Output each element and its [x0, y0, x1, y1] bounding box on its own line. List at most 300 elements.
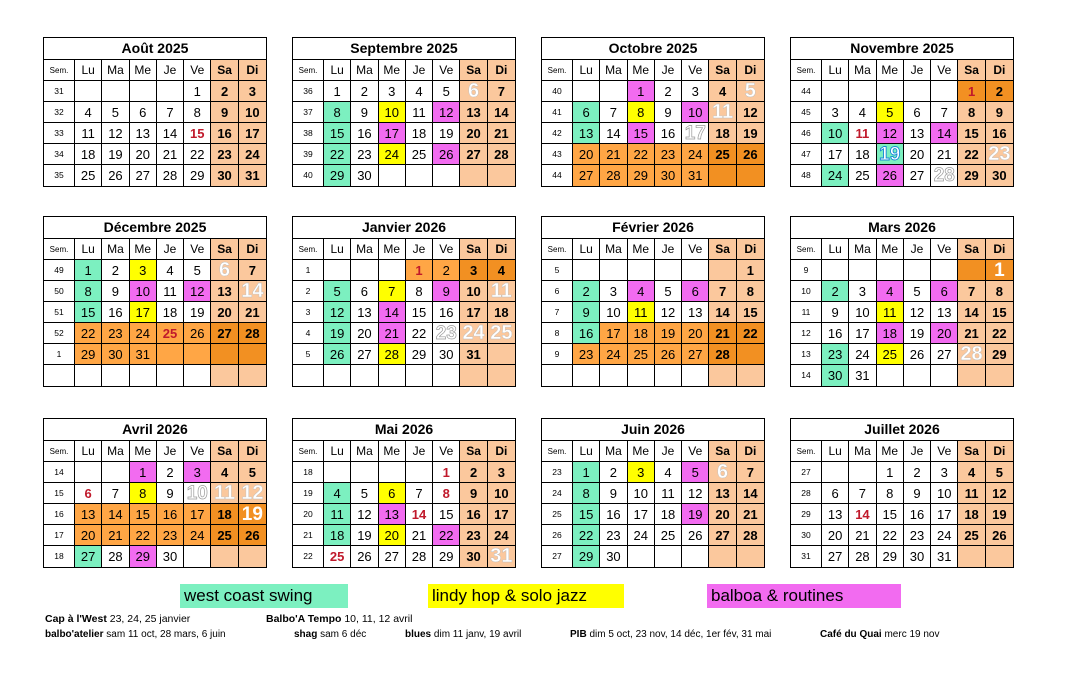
week-number: 3 — [293, 302, 324, 323]
day-cell: 7 — [102, 483, 129, 504]
day-cell: 5 — [433, 81, 460, 102]
day-cell: 17 — [460, 302, 487, 323]
day-cell: 25 — [488, 323, 515, 344]
day-cell: 15 — [737, 302, 764, 323]
week-number: 1 — [293, 260, 324, 281]
day-cell: 4 — [157, 260, 184, 281]
day-cell: 19 — [877, 144, 904, 165]
day-cell: 23 — [460, 525, 487, 546]
day-cell: 30 — [655, 165, 682, 186]
week-number: 5 — [293, 344, 324, 365]
day-cell: 30 — [157, 546, 184, 567]
day-cell: 11 — [628, 302, 655, 323]
day-cell: 19 — [986, 504, 1013, 525]
day-cell: 18 — [958, 504, 985, 525]
day-cell — [130, 81, 157, 102]
day-cell: 10 — [682, 102, 709, 123]
day-cell — [406, 462, 433, 483]
day-cell: 9 — [822, 302, 849, 323]
day-cell: 25 — [211, 525, 238, 546]
day-cell: 4 — [628, 281, 655, 302]
weekday-header: Lu — [822, 441, 849, 462]
month-calendar — [292, 418, 516, 568]
weekday-header: Lu — [75, 60, 102, 81]
weekday-header: Je — [904, 441, 931, 462]
month-grid — [44, 60, 266, 186]
day-cell: 5 — [324, 281, 351, 302]
day-cell — [573, 260, 600, 281]
week-number: 2 — [293, 281, 324, 302]
week-number: 46 — [791, 123, 822, 144]
day-cell: 3 — [239, 81, 266, 102]
day-cell: 22 — [184, 144, 211, 165]
day-cell: 2 — [986, 81, 1013, 102]
day-cell: 16 — [351, 123, 378, 144]
day-cell: 12 — [655, 302, 682, 323]
day-cell — [877, 81, 904, 102]
month-grid — [542, 239, 764, 386]
day-cell: 21 — [849, 525, 876, 546]
day-cell: 1 — [958, 81, 985, 102]
weekday-header: Ma — [351, 441, 378, 462]
weekday-header: Ve — [433, 60, 460, 81]
day-cell — [958, 260, 985, 281]
week-number: 5 — [542, 260, 573, 281]
day-cell — [737, 546, 764, 567]
day-cell: 24 — [379, 144, 406, 165]
day-cell: 11 — [849, 123, 876, 144]
day-cell: 21 — [737, 504, 764, 525]
day-cell: 11 — [406, 102, 433, 123]
week-number: 38 — [293, 123, 324, 144]
note-shag — [294, 629, 366, 640]
day-cell: 6 — [75, 483, 102, 504]
day-cell: 28 — [406, 546, 433, 567]
day-cell: 17 — [849, 323, 876, 344]
month-calendar — [790, 37, 1014, 187]
day-cell: 13 — [904, 123, 931, 144]
day-cell: 12 — [239, 483, 266, 504]
day-cell: 3 — [822, 102, 849, 123]
note-dates: 10, 11, 12 avril — [344, 613, 413, 625]
day-cell: 11 — [655, 483, 682, 504]
day-cell: 19 — [324, 323, 351, 344]
day-cell: 28 — [157, 165, 184, 186]
day-cell: 25 — [849, 165, 876, 186]
month-title: Juillet 2026 — [791, 419, 1013, 441]
day-cell: 8 — [628, 102, 655, 123]
day-cell — [102, 81, 129, 102]
weekday-header: Lu — [573, 60, 600, 81]
day-cell: 1 — [75, 260, 102, 281]
day-cell: 30 — [351, 165, 378, 186]
weekday-header: Ve — [184, 441, 211, 462]
week-number: 29 — [791, 504, 822, 525]
month-calendar — [43, 216, 267, 387]
weekday-header: Di — [737, 239, 764, 260]
day-cell: 5 — [682, 462, 709, 483]
day-cell: 21 — [958, 323, 985, 344]
month-calendar — [541, 37, 765, 187]
weekday-header: Ma — [102, 60, 129, 81]
day-cell: 5 — [102, 102, 129, 123]
day-cell — [488, 365, 515, 386]
day-cell: 3 — [849, 281, 876, 302]
day-cell: 10 — [628, 483, 655, 504]
week-number: 31 — [791, 546, 822, 567]
weekday-header: Di — [986, 441, 1013, 462]
weekday-header: Ma — [351, 239, 378, 260]
weekday-header: Lu — [324, 60, 351, 81]
day-cell — [822, 260, 849, 281]
note-dates: sam 6 déc — [320, 629, 367, 640]
day-cell: 19 — [904, 323, 931, 344]
day-cell: 27 — [822, 546, 849, 567]
day-cell: 14 — [849, 504, 876, 525]
day-cell: 21 — [379, 323, 406, 344]
day-cell: 3 — [184, 462, 211, 483]
day-cell: 30 — [211, 165, 238, 186]
month-grid — [542, 60, 764, 186]
day-cell: 17 — [239, 123, 266, 144]
day-cell: 16 — [986, 123, 1013, 144]
note-cap-a-l-west — [45, 613, 190, 625]
day-cell: 7 — [737, 462, 764, 483]
week-number: 33 — [44, 123, 75, 144]
day-cell: 7 — [709, 281, 736, 302]
day-cell: 23 — [433, 323, 460, 344]
weekday-header: Je — [157, 60, 184, 81]
day-cell: 8 — [573, 483, 600, 504]
day-cell: 5 — [239, 462, 266, 483]
day-cell: 8 — [958, 102, 985, 123]
week-number: 37 — [293, 102, 324, 123]
day-cell: 26 — [904, 344, 931, 365]
weekday-header: Di — [239, 239, 266, 260]
day-cell: 20 — [379, 525, 406, 546]
day-cell: 18 — [628, 323, 655, 344]
day-cell — [379, 165, 406, 186]
day-cell: 1 — [406, 260, 433, 281]
day-cell: 11 — [709, 102, 736, 123]
day-cell: 31 — [488, 546, 515, 567]
month-title: Mars 2026 — [791, 217, 1013, 239]
day-cell: 3 — [379, 81, 406, 102]
day-cell — [157, 344, 184, 365]
day-cell: 21 — [157, 144, 184, 165]
day-cell: 27 — [460, 144, 487, 165]
day-cell: 5 — [184, 260, 211, 281]
week-number: 52 — [44, 323, 75, 344]
day-cell — [433, 365, 460, 386]
day-cell: 16 — [460, 504, 487, 525]
month-grid — [293, 239, 515, 386]
day-cell: 23 — [904, 525, 931, 546]
note-dates: sam 11 oct, 28 mars, 6 juin — [106, 629, 226, 640]
month-calendar — [541, 418, 765, 568]
day-cell — [324, 365, 351, 386]
note-balbo-tempo — [266, 613, 412, 625]
note-name: blues — [405, 629, 432, 640]
day-cell: 28 — [931, 165, 958, 186]
day-cell — [931, 260, 958, 281]
day-cell: 7 — [379, 281, 406, 302]
day-cell: 21 — [239, 302, 266, 323]
day-cell: 6 — [460, 81, 487, 102]
day-cell: 27 — [351, 344, 378, 365]
day-cell: 24 — [682, 144, 709, 165]
day-cell — [239, 344, 266, 365]
day-cell: 15 — [958, 123, 985, 144]
day-cell: 1 — [573, 462, 600, 483]
day-cell: 30 — [600, 546, 627, 567]
day-cell: 13 — [75, 504, 102, 525]
day-cell: 12 — [184, 281, 211, 302]
day-cell: 18 — [324, 525, 351, 546]
day-cell — [849, 260, 876, 281]
day-cell: 2 — [433, 260, 460, 281]
weekday-header: Di — [488, 239, 515, 260]
day-cell: 11 — [157, 281, 184, 302]
day-cell: 13 — [709, 483, 736, 504]
day-cell: 11 — [958, 483, 985, 504]
day-cell — [351, 260, 378, 281]
day-cell: 4 — [655, 462, 682, 483]
day-cell: 21 — [600, 144, 627, 165]
day-cell: 9 — [102, 281, 129, 302]
day-cell: 26 — [737, 144, 764, 165]
week-number: 28 — [791, 483, 822, 504]
day-cell: 30 — [822, 365, 849, 386]
day-cell: 29 — [184, 165, 211, 186]
day-cell: 6 — [573, 102, 600, 123]
month-title: Juin 2026 — [542, 419, 764, 441]
legend-lindy: lindy hop & solo jazz — [428, 584, 624, 608]
day-cell — [904, 81, 931, 102]
day-cell: 14 — [709, 302, 736, 323]
day-cell: 1 — [877, 462, 904, 483]
day-cell: 26 — [102, 165, 129, 186]
week-number: 4 — [293, 323, 324, 344]
weekday-header: Ve — [184, 60, 211, 81]
weekday-header: Ma — [600, 239, 627, 260]
day-cell — [655, 546, 682, 567]
day-cell: 28 — [600, 165, 627, 186]
weekday-header: Sa — [958, 60, 985, 81]
day-cell: 20 — [709, 504, 736, 525]
note-dates: 23, 24, 25 janvier — [109, 613, 191, 625]
day-cell: 13 — [682, 302, 709, 323]
day-cell: 20 — [904, 144, 931, 165]
month-grid — [293, 441, 515, 567]
day-cell — [157, 365, 184, 386]
day-cell: 15 — [986, 302, 1013, 323]
day-cell — [324, 260, 351, 281]
week-number: 49 — [44, 260, 75, 281]
day-cell: 16 — [904, 504, 931, 525]
weekday-header: Ma — [849, 441, 876, 462]
month-title: Octobre 2025 — [542, 38, 764, 60]
day-cell: 8 — [986, 281, 1013, 302]
day-cell: 6 — [211, 260, 238, 281]
day-cell — [157, 81, 184, 102]
day-cell — [573, 365, 600, 386]
day-cell — [211, 546, 238, 567]
day-cell: 15 — [130, 504, 157, 525]
weekday-header: Ma — [102, 441, 129, 462]
note-name: Cap à l'West — [45, 613, 107, 625]
day-cell: 1 — [628, 81, 655, 102]
day-cell: 19 — [737, 123, 764, 144]
day-cell: 1 — [184, 81, 211, 102]
day-cell: 10 — [130, 281, 157, 302]
week-number: 24 — [542, 483, 573, 504]
day-cell: 26 — [986, 525, 1013, 546]
day-cell: 1 — [324, 81, 351, 102]
week-number: 14 — [44, 462, 75, 483]
day-cell: 14 — [600, 123, 627, 144]
day-cell: 8 — [877, 483, 904, 504]
day-cell: 25 — [877, 344, 904, 365]
day-cell: 26 — [351, 546, 378, 567]
day-cell: 31 — [849, 365, 876, 386]
week-number: 27 — [542, 546, 573, 567]
day-cell: 5 — [877, 102, 904, 123]
week-header: Sem. — [791, 441, 822, 462]
week-number: 25 — [542, 504, 573, 525]
day-cell: 8 — [406, 281, 433, 302]
weekday-header: Di — [737, 441, 764, 462]
day-cell: 22 — [573, 525, 600, 546]
day-cell: 29 — [324, 165, 351, 186]
day-cell: 29 — [130, 546, 157, 567]
day-cell: 27 — [211, 323, 238, 344]
day-cell: 18 — [488, 302, 515, 323]
week-number: 30 — [791, 525, 822, 546]
weekday-header: Me — [130, 239, 157, 260]
month-grid — [791, 441, 1013, 567]
day-cell: 28 — [488, 144, 515, 165]
day-cell: 25 — [628, 344, 655, 365]
day-cell: 29 — [986, 344, 1013, 365]
weekday-header: Sa — [958, 239, 985, 260]
day-cell: 26 — [239, 525, 266, 546]
month-title: Novembre 2025 — [791, 38, 1013, 60]
day-cell: 4 — [958, 462, 985, 483]
day-cell: 14 — [958, 302, 985, 323]
month-calendar — [292, 216, 516, 387]
day-cell: 11 — [75, 123, 102, 144]
weekday-header: Ve — [682, 441, 709, 462]
day-cell — [239, 546, 266, 567]
day-cell: 18 — [211, 504, 238, 525]
weekday-header: Ve — [433, 441, 460, 462]
day-cell: 7 — [239, 260, 266, 281]
day-cell: 25 — [406, 144, 433, 165]
week-number: 43 — [542, 144, 573, 165]
day-cell: 30 — [986, 165, 1013, 186]
note-dates: dim 11 janv, 19 avril — [433, 629, 522, 640]
day-cell: 18 — [849, 144, 876, 165]
day-cell — [628, 365, 655, 386]
day-cell: 20 — [75, 525, 102, 546]
day-cell — [682, 546, 709, 567]
day-cell: 2 — [655, 81, 682, 102]
day-cell: 6 — [351, 281, 378, 302]
day-cell: 3 — [682, 81, 709, 102]
day-cell: 7 — [406, 483, 433, 504]
day-cell: 19 — [239, 504, 266, 525]
week-number: 35 — [44, 165, 75, 186]
weekday-header: Je — [655, 239, 682, 260]
day-cell: 22 — [737, 323, 764, 344]
day-cell: 8 — [324, 102, 351, 123]
day-cell: 28 — [709, 344, 736, 365]
week-number — [293, 365, 324, 386]
weekday-header: Me — [877, 239, 904, 260]
week-header: Sem. — [542, 441, 573, 462]
weekday-header: Sa — [709, 441, 736, 462]
day-cell: 26 — [682, 525, 709, 546]
weekday-header: Ma — [102, 239, 129, 260]
weekday-header: Je — [655, 60, 682, 81]
day-cell: 10 — [379, 102, 406, 123]
day-cell: 12 — [102, 123, 129, 144]
day-cell: 26 — [433, 144, 460, 165]
day-cell: 24 — [600, 344, 627, 365]
day-cell: 2 — [904, 462, 931, 483]
day-cell: 24 — [849, 344, 876, 365]
weekday-header: Di — [737, 60, 764, 81]
day-cell: 21 — [102, 525, 129, 546]
day-cell: 28 — [239, 323, 266, 344]
day-cell: 2 — [102, 260, 129, 281]
day-cell: 1 — [737, 260, 764, 281]
week-header: Sem. — [791, 239, 822, 260]
day-cell: 6 — [682, 281, 709, 302]
day-cell: 29 — [406, 344, 433, 365]
day-cell: 24 — [628, 525, 655, 546]
week-number: 50 — [44, 281, 75, 302]
day-cell: 5 — [655, 281, 682, 302]
day-cell: 7 — [849, 483, 876, 504]
day-cell: 22 — [958, 144, 985, 165]
week-header: Sem. — [44, 441, 75, 462]
day-cell: 11 — [324, 504, 351, 525]
day-cell: 27 — [904, 165, 931, 186]
weekday-header: Sa — [709, 60, 736, 81]
day-cell: 26 — [655, 344, 682, 365]
month-title: Décembre 2025 — [44, 217, 266, 239]
day-cell — [460, 365, 487, 386]
day-cell: 31 — [130, 344, 157, 365]
day-cell: 26 — [877, 165, 904, 186]
day-cell: 13 — [460, 102, 487, 123]
day-cell: 9 — [157, 483, 184, 504]
day-cell — [211, 344, 238, 365]
note-dates: merc 19 nov — [884, 629, 940, 640]
day-cell: 14 — [488, 102, 515, 123]
day-cell: 25 — [75, 165, 102, 186]
day-cell: 29 — [573, 546, 600, 567]
day-cell: 6 — [904, 102, 931, 123]
day-cell: 15 — [628, 123, 655, 144]
day-cell — [406, 365, 433, 386]
day-cell — [324, 462, 351, 483]
day-cell: 3 — [931, 462, 958, 483]
month-grid — [293, 60, 515, 186]
weekday-header: Je — [406, 60, 433, 81]
